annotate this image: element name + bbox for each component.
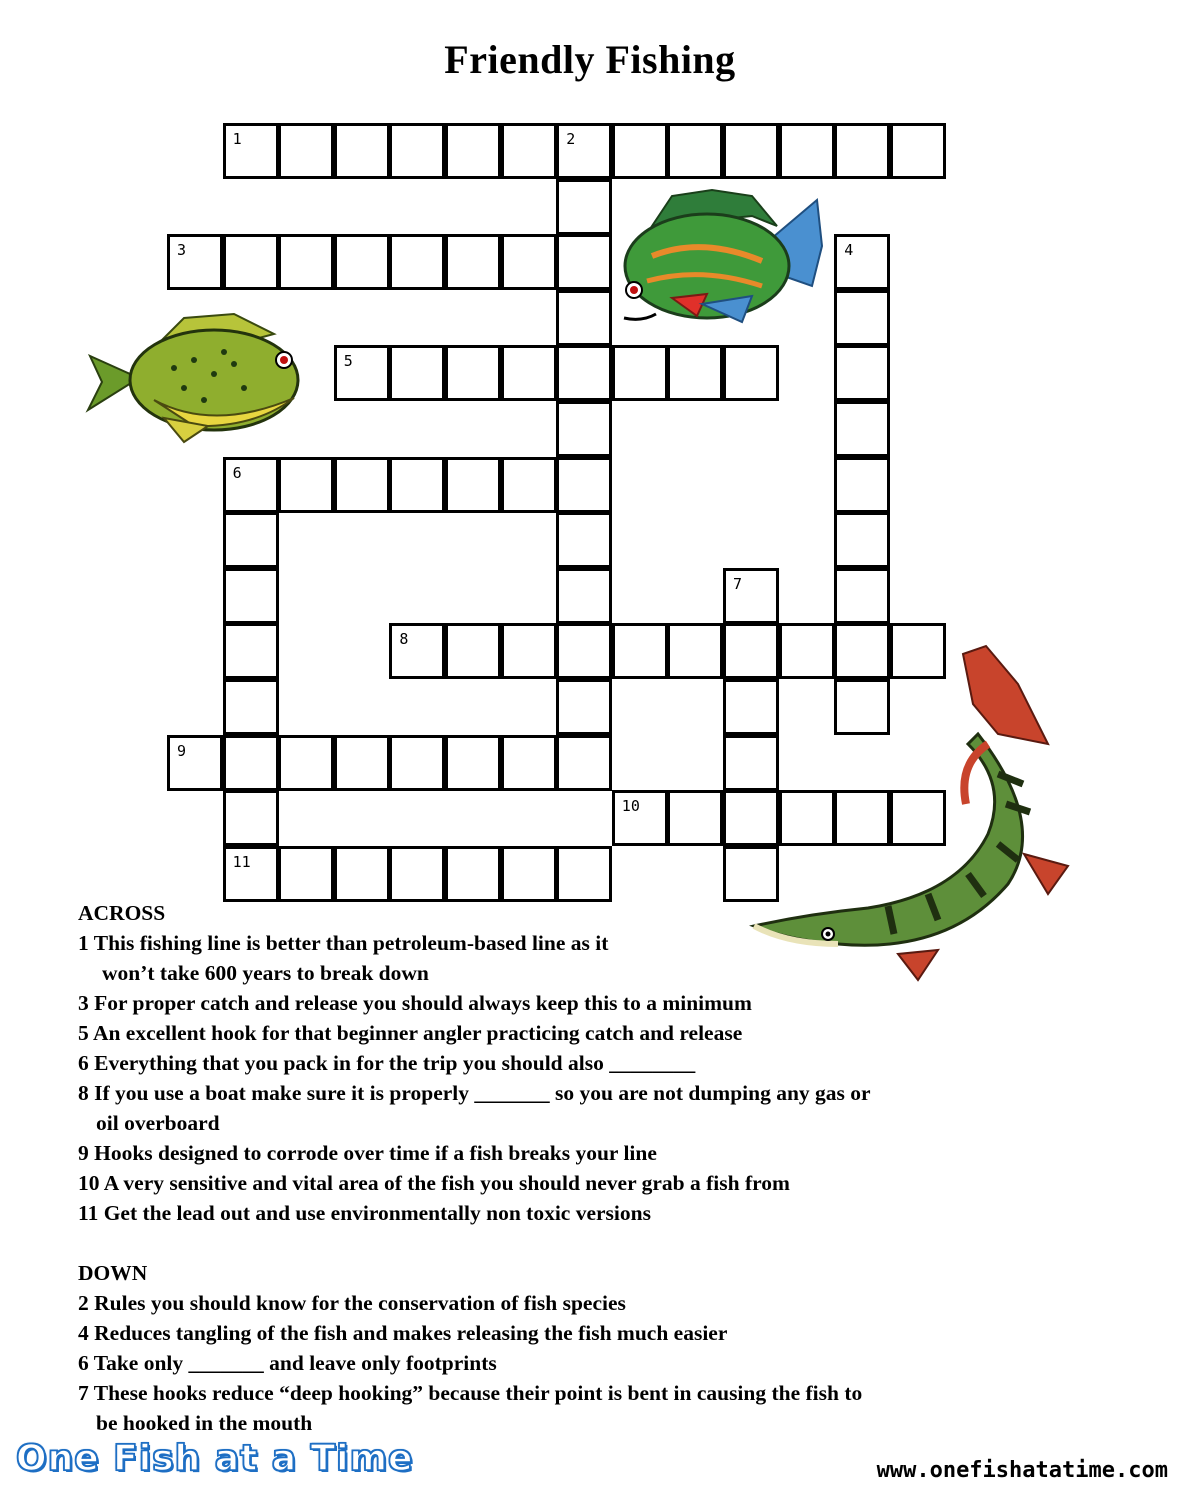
crossword-cell[interactable] [223, 623, 279, 679]
down-clue-2 [78, 1288, 1078, 1318]
crossword-cell[interactable] [612, 623, 668, 679]
across-clue-5 [78, 1018, 1078, 1048]
crossword-cell[interactable] [334, 234, 390, 290]
crossword-cell[interactable] [501, 735, 557, 791]
clue-continuation: won’t take 600 years to break down [102, 961, 429, 985]
clue-text: 3 For proper catch and release you should always keep this to a minimum [78, 991, 752, 1015]
crossword-cell[interactable] [334, 123, 390, 179]
crossword-cell[interactable] [890, 123, 946, 179]
crossword-cell[interactable] [501, 846, 557, 902]
crossword-cell[interactable] [556, 512, 612, 568]
crossword-cell[interactable] [278, 457, 334, 513]
clue-text: 6 Take only _______ and leave only footprints [78, 1351, 497, 1375]
crossword-cell[interactable] [445, 345, 501, 401]
clue-number: 2 [566, 130, 576, 148]
crossword-cell[interactable] [223, 568, 279, 624]
clue-text: 9 Hooks designed to corrode over time if a fish breaks your line [78, 1141, 657, 1165]
crossword-cell[interactable] [501, 123, 557, 179]
crossword-cell[interactable] [223, 234, 279, 290]
clue-number: 9 [177, 741, 187, 760]
across-clue-8 [78, 1078, 1078, 1138]
crossword-cell[interactable] [223, 123, 279, 179]
clue-text: 4 Reduces tangling of the fish and makes releasing the fish much easier [78, 1321, 728, 1345]
crossword-cell[interactable] [556, 123, 612, 179]
crossword-cell[interactable] [834, 401, 890, 457]
clue-text: 5 An excellent hook for that beginner angler practicing catch and release [78, 1021, 743, 1045]
crossword-cell[interactable] [389, 123, 445, 179]
clue-number: 7 [733, 574, 743, 593]
crossword-cell[interactable] [223, 790, 279, 846]
clue-text: 10 A very sensitive and vital area of the fish you should never grab a fish from [78, 1171, 790, 1195]
clue-number: 11 [232, 852, 251, 871]
crossword-cell[interactable] [612, 345, 668, 401]
down-heading: DOWN [78, 1261, 148, 1285]
crossword-cell[interactable] [723, 345, 779, 401]
page-title: Friendly Fishing [444, 37, 736, 82]
crossword-cell[interactable] [334, 345, 390, 401]
pumpkinseed-sunfish-illustration [84, 308, 320, 448]
clue-list [78, 898, 1078, 1438]
crossword-cell[interactable] [834, 457, 890, 513]
crossword-cell[interactable] [556, 234, 612, 290]
crossword-cell[interactable] [278, 735, 334, 791]
down-clue-7 [78, 1378, 1078, 1438]
crossword-cell[interactable] [834, 234, 890, 290]
clue-number: 10 [621, 797, 640, 816]
brand-logo: One Fish at a Time [16, 1438, 414, 1479]
crossword-cell[interactable] [334, 846, 390, 902]
clue-text: 1 This fishing line is better than petroleum-based line as it [78, 931, 609, 955]
clue-number: 5 [343, 352, 353, 371]
crossword-cell[interactable] [667, 123, 723, 179]
across-clue-6 [78, 1048, 1078, 1078]
crossword-cell[interactable] [389, 345, 445, 401]
crossword-cell[interactable] [501, 345, 557, 401]
crossword-cell[interactable] [445, 123, 501, 179]
down-clue-6 [78, 1348, 1078, 1378]
crossword-cell[interactable] [223, 846, 279, 902]
green-sunfish-illustration [612, 186, 826, 332]
across-clue-10 [78, 1168, 1078, 1198]
crossword-cell[interactable] [278, 234, 334, 290]
across-clue-9 [78, 1138, 1078, 1168]
crossword-cell[interactable] [723, 568, 779, 624]
crossword-cell[interactable] [556, 568, 612, 624]
crossword-cell[interactable] [501, 234, 557, 290]
clue-number: 1 [232, 130, 242, 148]
crossword-cell[interactable] [334, 735, 390, 791]
clue-continuation: oil overboard [96, 1111, 220, 1135]
clue-continuation: be hooked in the mouth [96, 1411, 313, 1435]
across-clue-11 [78, 1198, 1078, 1228]
crossword-cell[interactable] [556, 679, 612, 735]
crossword-cell[interactable] [834, 123, 890, 179]
crossword-cell[interactable] [445, 457, 501, 513]
crossword-cell[interactable] [389, 735, 445, 791]
crossword-cell[interactable] [445, 735, 501, 791]
crossword-cell[interactable] [556, 457, 612, 513]
clue-number: 6 [232, 463, 242, 482]
crossword-cell[interactable] [556, 401, 612, 457]
crossword-cell[interactable] [445, 234, 501, 290]
crossword-cell[interactable] [556, 290, 612, 346]
crossword-cell[interactable] [834, 512, 890, 568]
clue-text: 11 Get the lead out and use environmentally non toxic versions [78, 1201, 651, 1225]
clue-number: 4 [844, 241, 854, 260]
crossword-cell[interactable] [389, 234, 445, 290]
crossword-cell[interactable] [723, 123, 779, 179]
clue-number: 3 [177, 241, 187, 260]
crossword-cell[interactable] [612, 790, 668, 846]
crossword-cell[interactable] [501, 623, 557, 679]
crossword-cell[interactable] [223, 457, 279, 513]
crossword-cell[interactable] [389, 623, 445, 679]
crossword-cell[interactable] [556, 846, 612, 902]
crossword-cell[interactable] [556, 179, 612, 235]
crossword-cell[interactable] [501, 457, 557, 513]
crossword-cell[interactable] [445, 623, 501, 679]
crossword-cell[interactable] [445, 846, 501, 902]
crossword-cell[interactable] [779, 123, 835, 179]
crossword-cell[interactable] [834, 568, 890, 624]
clue-text: 2 Rules you should know for the conservation of fish species [78, 1291, 626, 1315]
crossword-cell[interactable] [278, 846, 334, 902]
crossword-cell[interactable] [667, 623, 723, 679]
crossword-cell[interactable] [167, 735, 223, 791]
crossword-cell[interactable] [389, 457, 445, 513]
clue-text: 7 These hooks reduce “deep hooking” because their point is bent in causing the fish to [78, 1381, 863, 1405]
clue-text: 6 Everything that you pack in for the trip you should also ________ [78, 1051, 696, 1075]
crossword-cell[interactable] [612, 123, 668, 179]
across-clue-3 [78, 988, 1078, 1018]
crossword-cell[interactable] [223, 512, 279, 568]
crossword-cell[interactable] [556, 345, 612, 401]
crossword-cell[interactable] [667, 345, 723, 401]
crossword-cell[interactable] [334, 457, 390, 513]
across-heading: ACROSS [78, 901, 166, 925]
down-clue-4 [78, 1318, 1078, 1348]
crossword-cell[interactable] [667, 790, 723, 846]
clue-text: 8 If you use a boat make sure it is properly _______ so you are not dumping any gas or [78, 1081, 871, 1105]
crossword-cell[interactable] [556, 735, 612, 791]
crossword-cell[interactable] [167, 234, 223, 290]
crossword-cell[interactable] [556, 623, 612, 679]
across-clue-1 [78, 928, 1078, 988]
crossword-cell[interactable] [834, 345, 890, 401]
clue-number: 8 [399, 630, 409, 649]
crossword-cell[interactable] [278, 123, 334, 179]
crossword-cell[interactable] [389, 846, 445, 902]
website-url[interactable]: www.onefishatatime.com [876, 1458, 1168, 1483]
crossword-cell[interactable] [223, 679, 279, 735]
crossword-cell[interactable] [834, 290, 890, 346]
crossword-cell[interactable] [223, 735, 279, 791]
